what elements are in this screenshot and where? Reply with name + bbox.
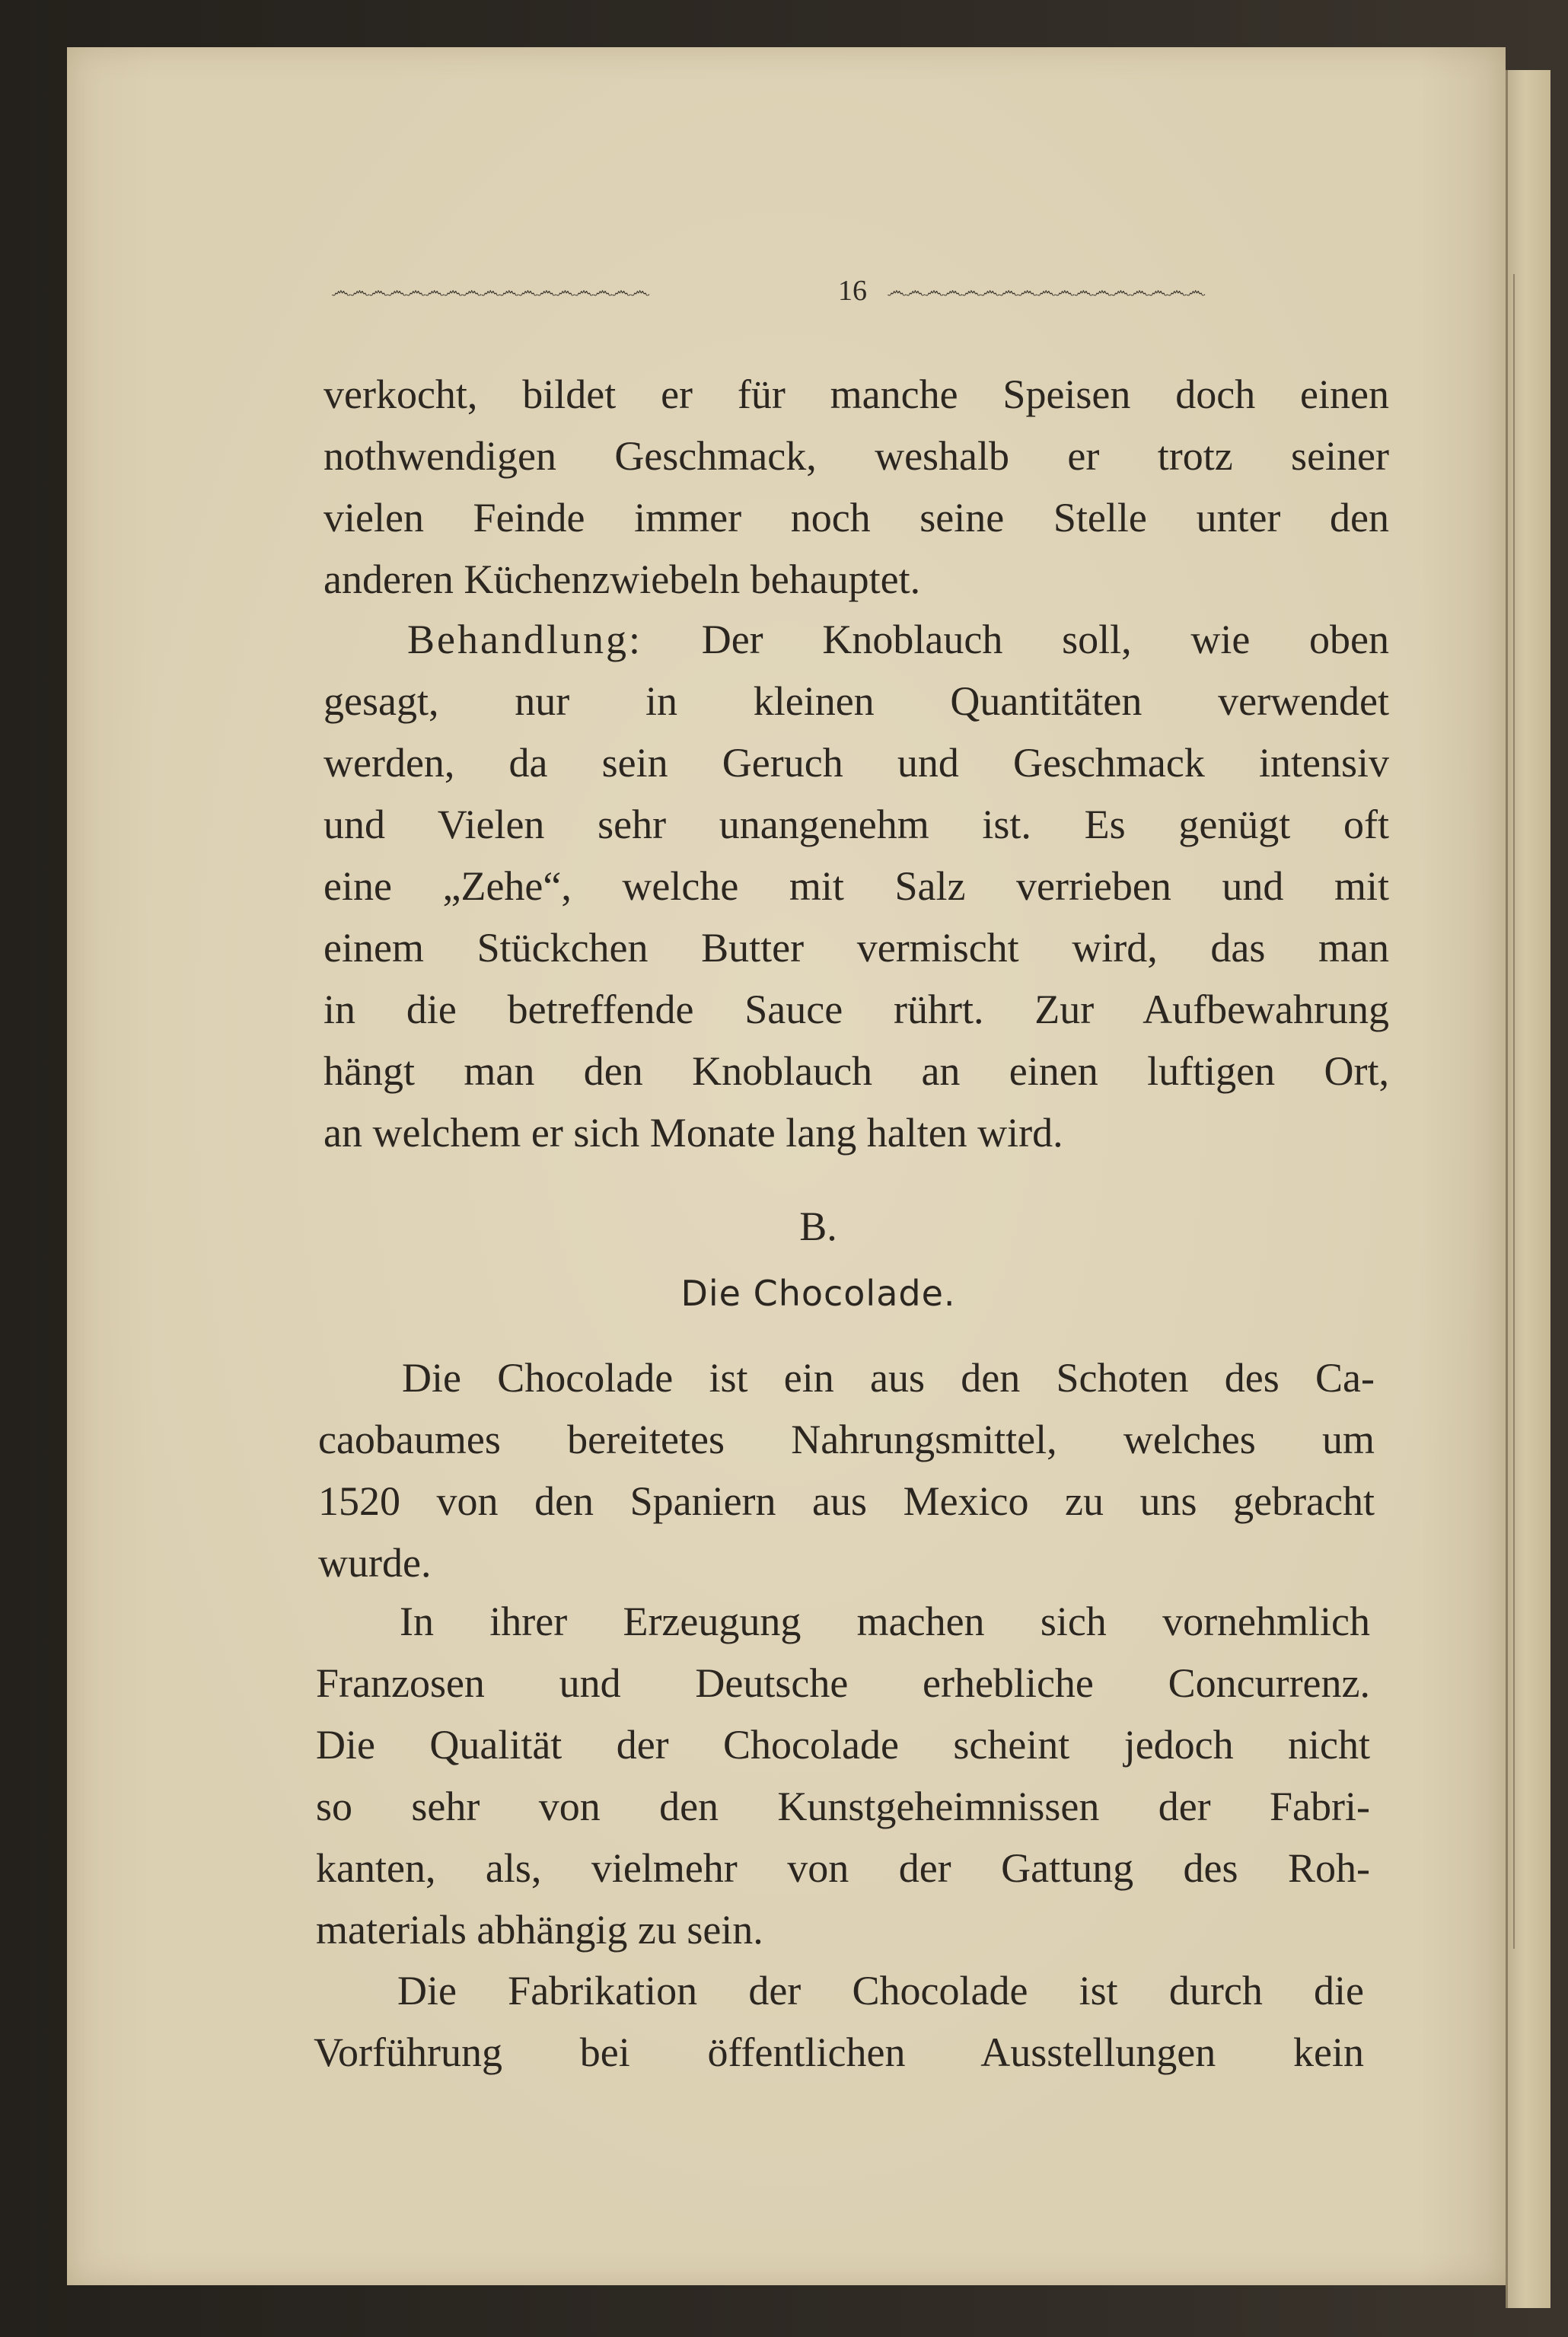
behandlung-label: Behandlung: bbox=[407, 617, 642, 662]
text-line: wurde. bbox=[318, 1540, 432, 1586]
text-line: kanten, als, vielmehr von der Gattung des Roh- bbox=[316, 1845, 1370, 1891]
paragraph-knoblauch-end bbox=[323, 364, 1389, 611]
paragraph-behandlung bbox=[323, 609, 1389, 1164]
page-edge-line bbox=[1513, 274, 1515, 1949]
text-line: an welchem er sich Monate lang halten wird. bbox=[323, 1110, 1063, 1156]
text-line: so sehr von den Kunstgeheimnissen der Fabri- bbox=[316, 1784, 1370, 1829]
header-ornament-right: ෴෴෴෴෴෴෴෴෴෴෴෴෴෴෴෴෴ bbox=[887, 278, 1205, 303]
text-line bbox=[323, 609, 1389, 671]
section-letter: B. bbox=[799, 1204, 837, 1249]
paragraph-erzeugung bbox=[316, 1591, 1370, 1961]
page-header bbox=[331, 268, 1397, 314]
text-line: Franzosen und Deutsche erhebliche Concurrenz. bbox=[316, 1660, 1370, 1706]
text-line: materials abhängig zu sein. bbox=[316, 1907, 763, 1953]
paragraph-fabrikation bbox=[314, 1960, 1364, 2084]
text-line: hängt man den Knoblauch an einen luftigen Ort, bbox=[323, 1048, 1389, 1094]
text-line: und Vielen sehr unangenehm ist. Es genügt oft bbox=[323, 802, 1389, 847]
text-line: in die betreffende Sauce rührt. Zur Aufbewahrung bbox=[323, 987, 1389, 1032]
text-line: nothwendigen Geschmack, weshalb er trotz seiner bbox=[323, 433, 1389, 479]
text-line: anderen Küchenzwiebeln behauptet. bbox=[323, 556, 921, 602]
text-line: Die Chocolade ist ein aus den Schoten des Ca- bbox=[402, 1355, 1375, 1401]
text-fragment: Der Knoblauch soll, wie oben bbox=[642, 617, 1389, 662]
page-number: 16 bbox=[838, 275, 867, 307]
next-page-edge bbox=[1506, 70, 1550, 2308]
text-line: In ihrer Erzeugung machen sich vornehmlich bbox=[400, 1599, 1370, 1644]
text-line: werden, da sein Geruch und Geschmack intensiv bbox=[323, 740, 1389, 786]
paragraph-chocolade-intro bbox=[318, 1347, 1375, 1594]
section-title: Die Chocolade. bbox=[680, 1273, 956, 1314]
text-line: Die Qualität der Chocolade scheint jedoch nicht bbox=[316, 1722, 1370, 1768]
text-line: Vorführung bei öffentlichen Ausstellungen kein bbox=[314, 2029, 1364, 2075]
text-line: Die Fabrikation der Chocolade ist durch die bbox=[397, 1968, 1364, 2013]
text-line: einem Stückchen Butter vermischt wird, das man bbox=[323, 925, 1389, 971]
header-ornament-left: ෴෴෴෴෴෴෴෴෴෴෴෴෴෴෴෴෴ bbox=[331, 278, 649, 303]
text-line: gesagt, nur in kleinen Quantitäten verwendet bbox=[323, 678, 1389, 724]
text-line: verkocht, bildet er für manche Speisen doch einen bbox=[323, 371, 1389, 417]
text-line: 1520 von den Spaniern aus Mexico zu uns gebracht bbox=[318, 1478, 1375, 1524]
text-line: vielen Feinde immer noch seine Stelle unter den bbox=[323, 495, 1389, 540]
text-line: eine „Zehe“, welche mit Salz verrieben und mit bbox=[323, 863, 1389, 909]
text-line: caobaumes bereitetes Nahrungsmittel, welches um bbox=[318, 1417, 1375, 1462]
